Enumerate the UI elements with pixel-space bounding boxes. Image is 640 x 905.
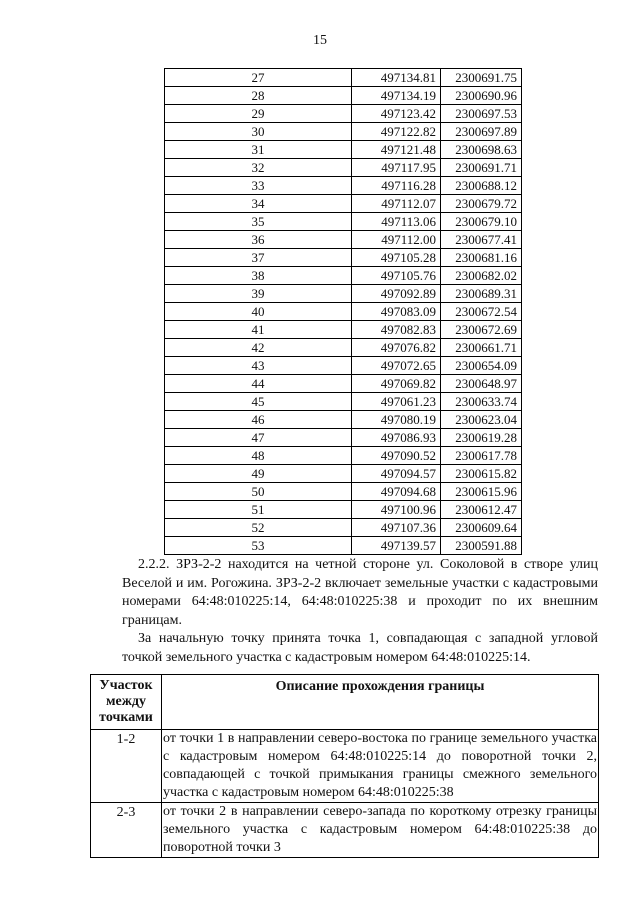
page-number: 15 — [313, 33, 327, 48]
point-number-cell: 28 — [165, 87, 352, 105]
coordinate-row — [165, 483, 522, 501]
x-coordinate-cell: 497076.82 — [352, 339, 441, 357]
x-coordinate-cell: 497094.68 — [352, 483, 441, 501]
segment-cell: 1-2 — [91, 730, 162, 803]
x-coordinate-cell: 497107.36 — [352, 519, 441, 537]
coordinate-row — [165, 195, 522, 213]
coordinates-table — [164, 68, 522, 555]
y-coordinate-cell: 2300615.82 — [441, 465, 522, 483]
x-coordinate-cell: 497082.83 — [352, 321, 441, 339]
coordinate-row — [165, 357, 522, 375]
y-coordinate-cell: 2300679.10 — [441, 213, 522, 231]
x-coordinate-cell: 497113.06 — [352, 213, 441, 231]
y-coordinate-cell: 2300633.74 — [441, 393, 522, 411]
coordinate-row — [165, 411, 522, 429]
y-coordinate-cell: 2300591.88 — [441, 537, 522, 555]
x-coordinate-cell: 497100.96 — [352, 501, 441, 519]
y-coordinate-cell: 2300648.97 — [441, 375, 522, 393]
description-cell: от точки 1 в направлении северо-востока по границе земельного участка с кадастровым номером 64:48:010225:14 до поворотной точки 2, совпадающей с точкой примыкания границы смежного земельного участка с кадастровым номером 64:48:010225:38 — [162, 730, 599, 803]
point-number-cell: 39 — [165, 285, 352, 303]
y-coordinate-cell: 2300617.78 — [441, 447, 522, 465]
x-coordinate-cell: 497080.19 — [352, 411, 441, 429]
x-coordinate-cell: 497112.00 — [352, 231, 441, 249]
zone-description-paragraph: 2.2.2. ЗРЗ-2-2 находится на четной стороне ул. Соколовой в створе улиц Веселой и им. Рогожина. ЗРЗ-2-2 включает земельные участки с кадастровыми номерами 64:48:010225:14, 64:48:010225:38 и проходит по их внешним границам. — [122, 557, 598, 628]
point-number-cell: 47 — [165, 429, 352, 447]
boundary-table-row — [91, 730, 599, 803]
point-number-cell: 29 — [165, 105, 352, 123]
x-coordinate-cell: 497121.48 — [352, 141, 441, 159]
y-coordinate-cell: 2300654.09 — [441, 357, 522, 375]
point-number-cell: 52 — [165, 519, 352, 537]
y-coordinate-cell: 2300672.54 — [441, 303, 522, 321]
coordinate-row — [165, 501, 522, 519]
coordinate-row — [165, 177, 522, 195]
coordinates-table-body — [165, 69, 522, 555]
x-coordinate-cell: 497139.57 — [352, 537, 441, 555]
description-column-header: Описание прохождения границы — [162, 675, 599, 730]
x-coordinate-cell: 497123.42 — [352, 105, 441, 123]
coordinate-row — [165, 285, 522, 303]
y-coordinate-cell: 2300689.31 — [441, 285, 522, 303]
y-coordinate-cell: 2300623.04 — [441, 411, 522, 429]
x-coordinate-cell: 497092.89 — [352, 285, 441, 303]
coordinate-row — [165, 447, 522, 465]
y-coordinate-cell: 2300690.96 — [441, 87, 522, 105]
y-coordinate-cell: 2300677.41 — [441, 231, 522, 249]
segment-header-line: точками — [99, 710, 153, 725]
y-coordinate-cell: 2300609.64 — [441, 519, 522, 537]
x-coordinate-cell: 497072.65 — [352, 357, 441, 375]
point-number-cell: 45 — [165, 393, 352, 411]
point-number-cell: 40 — [165, 303, 352, 321]
boundary-description-table — [90, 674, 599, 858]
point-number-cell: 46 — [165, 411, 352, 429]
coordinate-row — [165, 105, 522, 123]
coordinate-row — [165, 69, 522, 87]
x-coordinate-cell: 497116.28 — [352, 177, 441, 195]
coordinate-row — [165, 231, 522, 249]
y-coordinate-cell: 2300697.89 — [441, 123, 522, 141]
y-coordinate-cell: 2300679.72 — [441, 195, 522, 213]
y-coordinate-cell: 2300697.53 — [441, 105, 522, 123]
y-coordinate-cell: 2300619.28 — [441, 429, 522, 447]
point-number-cell: 41 — [165, 321, 352, 339]
x-coordinate-cell: 497083.09 — [352, 303, 441, 321]
coordinate-row — [165, 429, 522, 447]
y-coordinate-cell: 2300698.63 — [441, 141, 522, 159]
x-coordinate-cell: 497105.28 — [352, 249, 441, 267]
boundary-table-header-row — [91, 675, 599, 730]
y-coordinate-cell: 2300691.71 — [441, 159, 522, 177]
coordinate-row — [165, 123, 522, 141]
point-number-cell: 48 — [165, 447, 352, 465]
segment-header-line: Участок — [99, 678, 153, 693]
coordinate-row — [165, 339, 522, 357]
y-coordinate-cell: 2300688.12 — [441, 177, 522, 195]
coordinate-row — [165, 267, 522, 285]
point-number-cell: 43 — [165, 357, 352, 375]
coordinate-row — [165, 465, 522, 483]
coordinate-row — [165, 375, 522, 393]
y-coordinate-cell: 2300682.02 — [441, 267, 522, 285]
boundary-table-row — [91, 803, 599, 858]
segment-cell: 2-3 — [91, 803, 162, 858]
point-number-cell: 38 — [165, 267, 352, 285]
x-coordinate-cell: 497134.19 — [352, 87, 441, 105]
y-coordinate-cell: 2300612.47 — [441, 501, 522, 519]
coordinate-row — [165, 87, 522, 105]
y-coordinate-cell: 2300681.16 — [441, 249, 522, 267]
x-coordinate-cell: 497061.23 — [352, 393, 441, 411]
segment-header-line: между — [106, 694, 146, 709]
point-number-cell: 42 — [165, 339, 352, 357]
x-coordinate-cell: 497134.81 — [352, 69, 441, 87]
point-number-cell: 36 — [165, 231, 352, 249]
starting-point-paragraph: За начальную точку принята точка 1, совпадающая с западной угловой точкой земельного участка с кадастровым номером 64:48:010225:14. — [122, 631, 598, 665]
y-coordinate-cell: 2300661.71 — [441, 339, 522, 357]
x-coordinate-cell: 497090.52 — [352, 447, 441, 465]
x-coordinate-cell: 497122.82 — [352, 123, 441, 141]
point-number-cell: 53 — [165, 537, 352, 555]
point-number-cell: 50 — [165, 483, 352, 501]
point-number-cell: 35 — [165, 213, 352, 231]
coordinate-row — [165, 141, 522, 159]
segment-column-header — [91, 675, 162, 730]
coordinate-row — [165, 393, 522, 411]
y-coordinate-cell: 2300672.69 — [441, 321, 522, 339]
coordinate-row — [165, 537, 522, 555]
coordinate-row — [165, 303, 522, 321]
x-coordinate-cell: 497105.76 — [352, 267, 441, 285]
y-coordinate-cell: 2300615.96 — [441, 483, 522, 501]
point-number-cell: 27 — [165, 69, 352, 87]
point-number-cell: 31 — [165, 141, 352, 159]
x-coordinate-cell: 497112.07 — [352, 195, 441, 213]
point-number-cell: 49 — [165, 465, 352, 483]
x-coordinate-cell: 497086.93 — [352, 429, 441, 447]
point-number-cell: 33 — [165, 177, 352, 195]
point-number-cell: 30 — [165, 123, 352, 141]
point-number-cell: 51 — [165, 501, 352, 519]
x-coordinate-cell: 497069.82 — [352, 375, 441, 393]
point-number-cell: 37 — [165, 249, 352, 267]
coordinate-row — [165, 519, 522, 537]
description-cell: от точки 2 в направлении северо-запада по короткому отрезку границы земельного участка с кадастровым номером 64:48:010225:38 до поворотной точки 3 — [162, 803, 599, 858]
coordinate-row — [165, 213, 522, 231]
point-number-cell: 32 — [165, 159, 352, 177]
x-coordinate-cell: 497094.57 — [352, 465, 441, 483]
x-coordinate-cell: 497117.95 — [352, 159, 441, 177]
coordinate-row — [165, 159, 522, 177]
point-number-cell: 44 — [165, 375, 352, 393]
point-number-cell: 34 — [165, 195, 352, 213]
y-coordinate-cell: 2300691.75 — [441, 69, 522, 87]
coordinate-row — [165, 321, 522, 339]
coordinate-row — [165, 249, 522, 267]
